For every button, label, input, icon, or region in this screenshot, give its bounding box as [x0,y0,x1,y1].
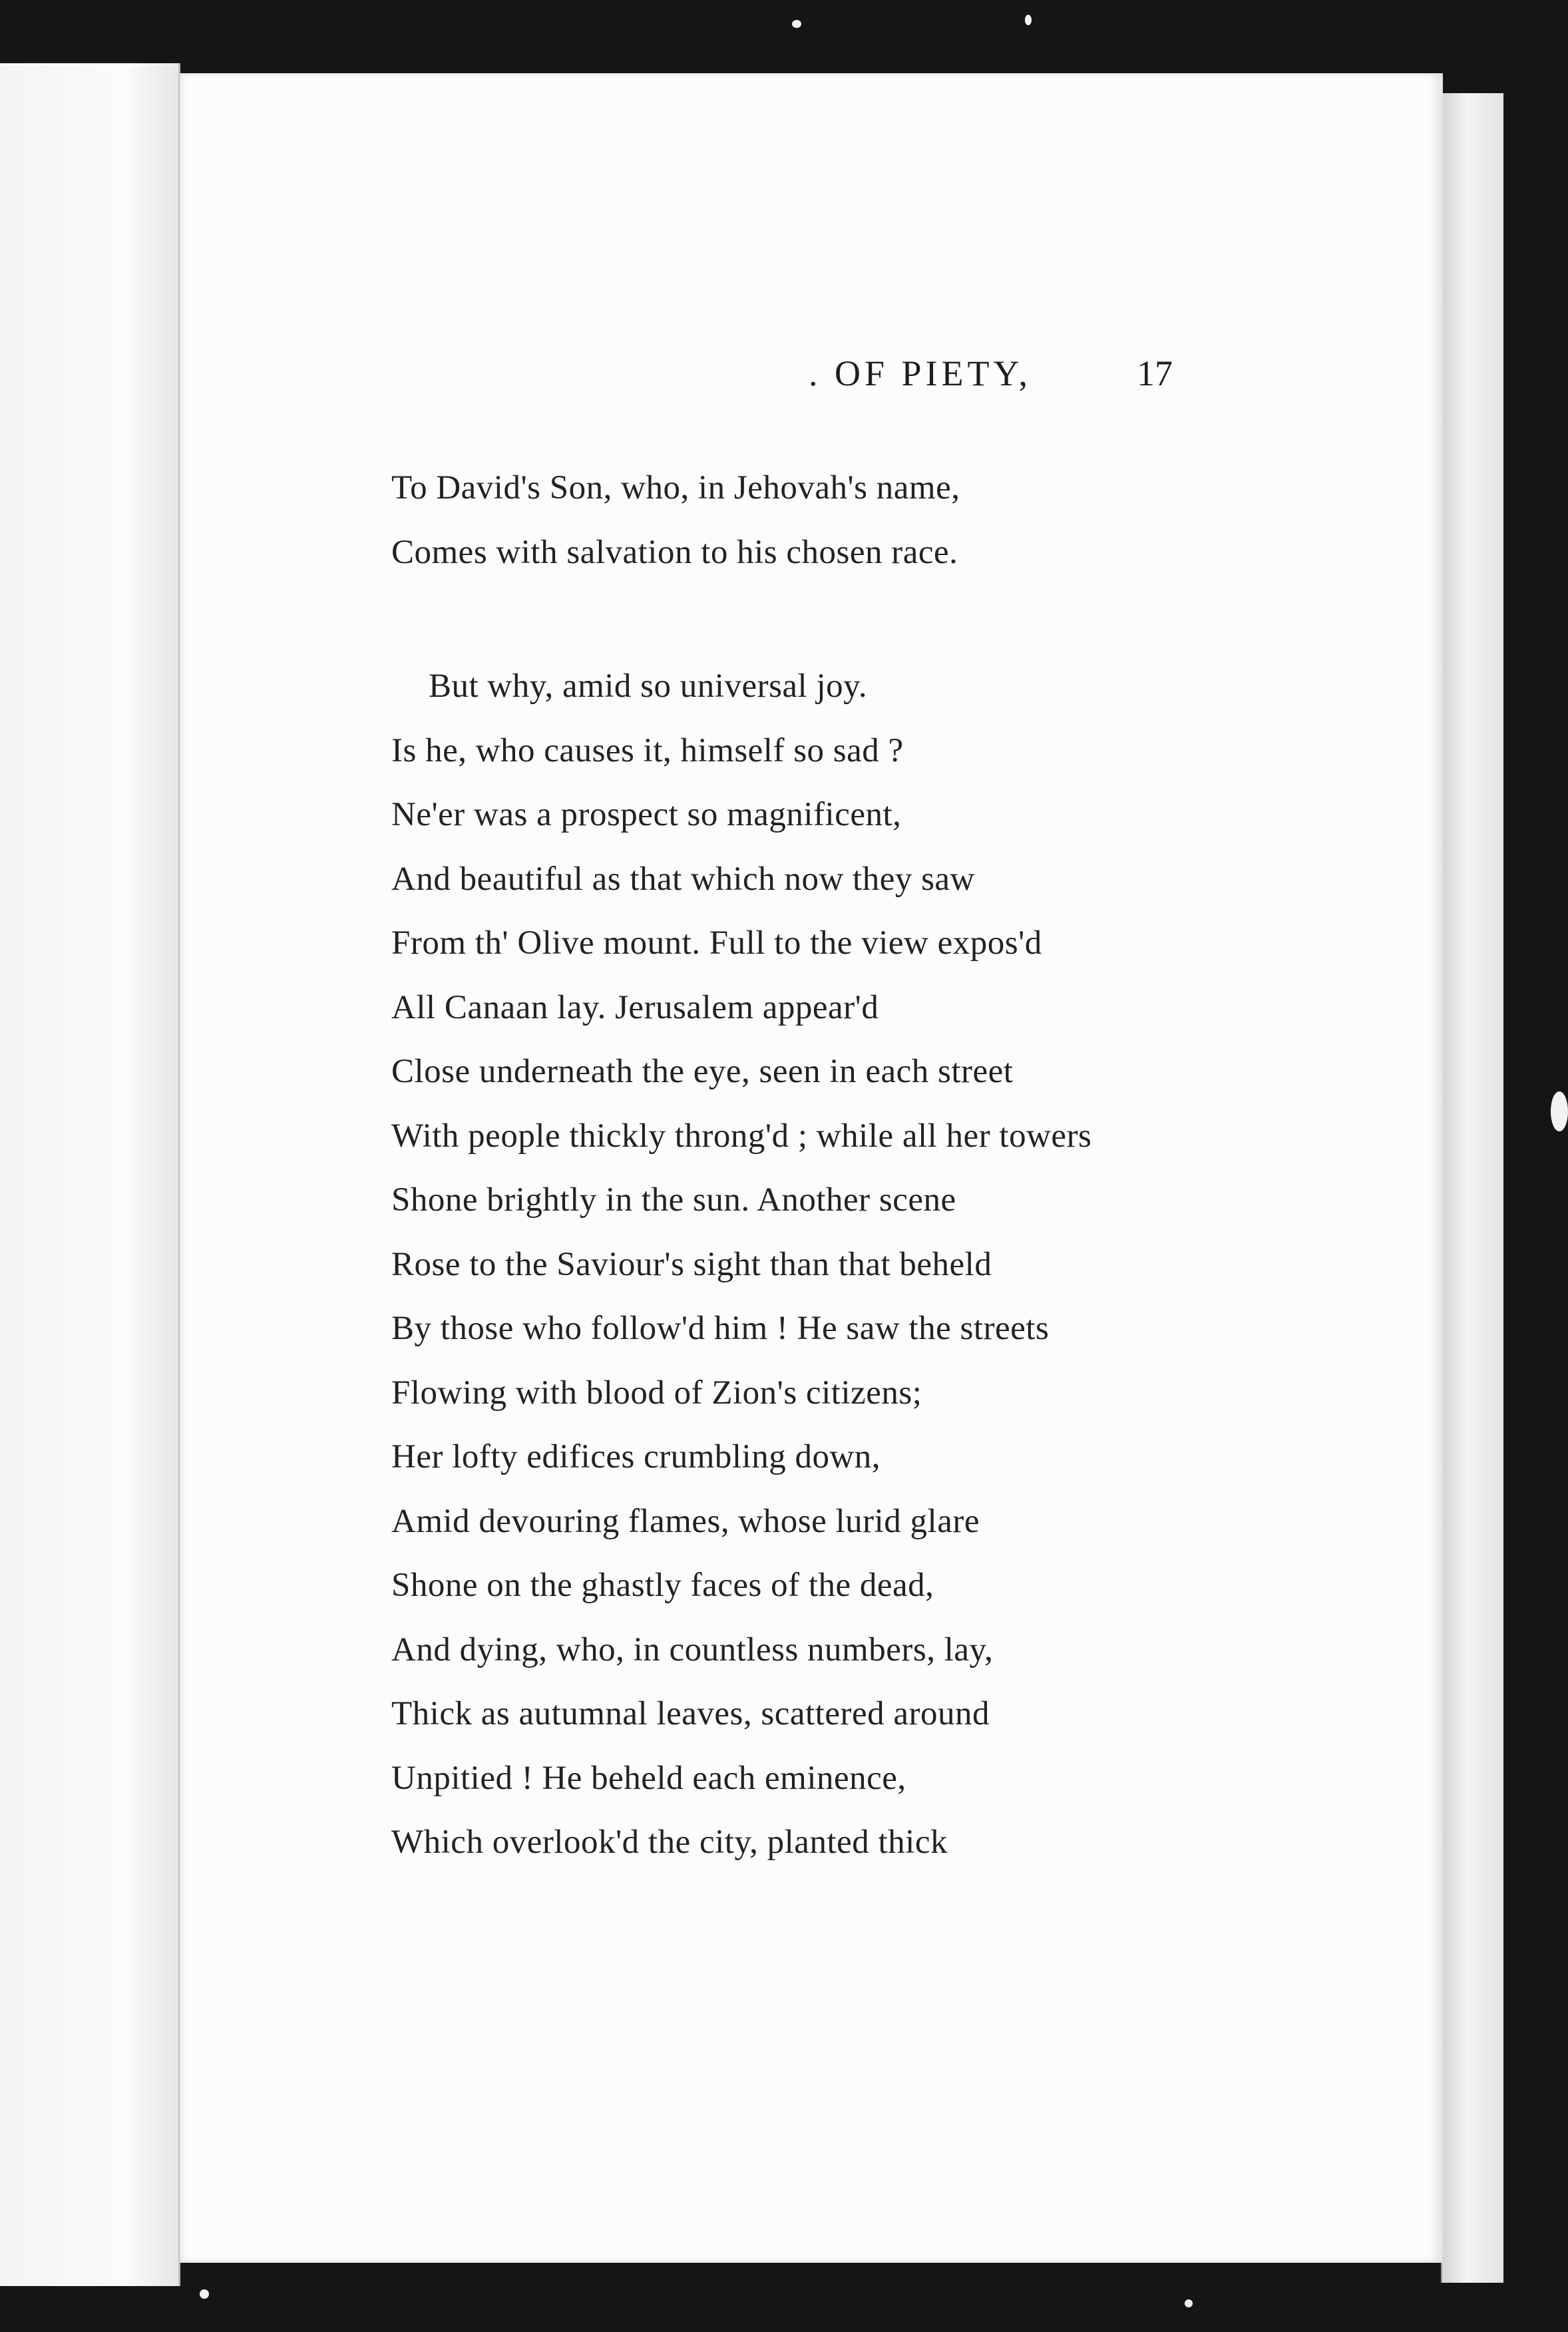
dust-speck [200,2289,209,2299]
dust-speck [1025,15,1032,25]
verse-line: Her lofty edifices crumbling down, [391,1438,881,1475]
stanza-1 [391,456,1430,584]
verse-line: Shone brightly in the sun. Another scene [391,1181,956,1219]
book-page [180,73,1443,2263]
verse-line: Thick as autumnal leaves, scattered around [391,1695,990,1732]
verse-line: Which overlook'd the city, planted thick [391,1824,948,1861]
verse-line: Shone on the ghastly faces of the dead, [391,1567,934,1604]
verse-line: By those who follow'd him ! He saw the streets [391,1310,1050,1347]
verse-line: Unpitied ! He beheld each eminence, [391,1759,906,1797]
verse-line: To David's Son, who, in Jehovah's name, [391,469,960,506]
verse-line: From th' Olive mount. Full to the view expos'd [391,924,1042,962]
verse-line: And dying, who, in countless numbers, lay, [391,1631,994,1668]
verse-line: And beautiful as that which now they saw [391,860,975,898]
dust-speck [1551,1091,1568,1131]
verse-line: Is he, who causes it, himself so sad ? [391,731,904,769]
verse-line: With people thickly throng'd ; while all her towers [391,1117,1092,1155]
verse-line: Flowing with blood of Zion's citizens; [391,1374,922,1412]
verse-line: Rose to the Saviour's sight than that beheld [391,1245,992,1283]
verse-line: Close underneath the eye, seen in each street [391,1053,1014,1090]
stanza-break [391,584,1430,654]
facing-page-edge [0,63,180,2286]
dust-speck [792,20,801,28]
running-head: . OF PIETY, [809,353,1032,393]
stanza-2 [391,654,1430,1875]
verse-line: All Canaan lay. Jerusalem appear'd [391,988,879,1026]
verse-line: Comes with salvation to his chosen race. [391,533,958,571]
dust-speck [1185,2299,1193,2307]
verse-line: Amid devouring flames, whose lurid glare [391,1502,980,1540]
verse-line: But why, amid so universal joy. [429,668,868,705]
underlying-page-edge [1441,93,1503,2283]
verse-line: Ne'er was a prospect so magnificent, [391,796,902,833]
poem-text [391,456,1430,1875]
page-number: 17 [1137,353,1173,393]
